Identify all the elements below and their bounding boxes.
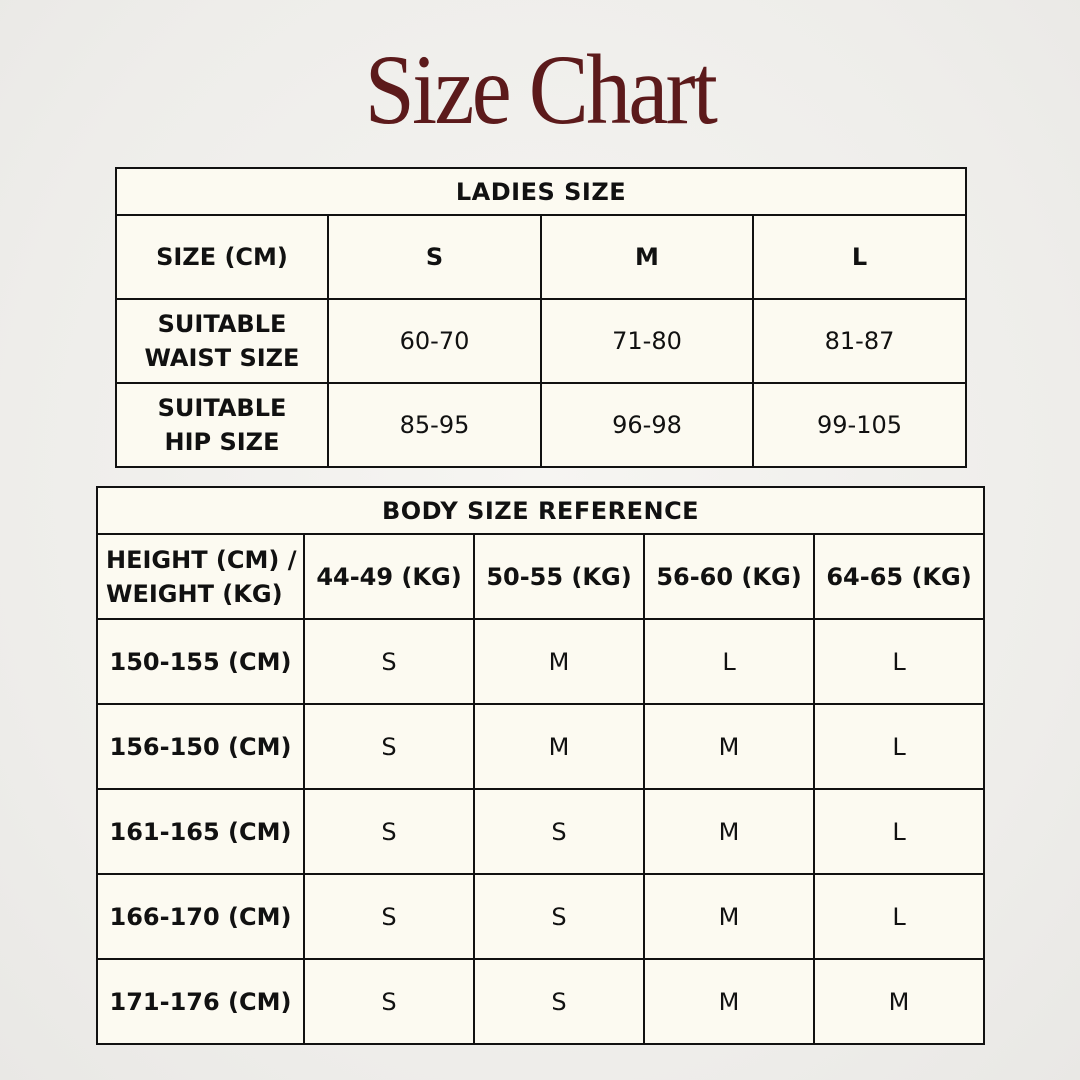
table-cell: M — [644, 874, 814, 959]
table-cell: L — [814, 789, 984, 874]
table-cell: M — [644, 959, 814, 1044]
weight-header: 64-65 (KG) — [814, 534, 984, 619]
body-size-reference-caption: BODY SIZE REFERENCE — [97, 487, 984, 534]
table-cell: M — [474, 619, 644, 704]
size-cm-header: SIZE (CM) — [116, 215, 328, 299]
table-row — [97, 874, 984, 959]
table-row — [116, 383, 966, 467]
table-cell: L — [814, 704, 984, 789]
table-cell: 60-70 — [328, 299, 541, 383]
size-s-header: S — [328, 215, 541, 299]
table-cell: S — [474, 789, 644, 874]
table-row — [97, 704, 984, 789]
table-cell: M — [474, 704, 644, 789]
table-row — [97, 619, 984, 704]
weight-header: 50-55 (KG) — [474, 534, 644, 619]
table-cell: 99-105 — [753, 383, 966, 467]
table-cell: S — [304, 704, 474, 789]
table-cell: 96-98 — [541, 383, 753, 467]
label-line: HIP SIZE — [164, 428, 280, 456]
body-size-reference-table — [96, 486, 985, 1045]
table-cell: L — [644, 619, 814, 704]
table-cell: L — [814, 619, 984, 704]
table-cell: M — [644, 789, 814, 874]
table-cell: S — [474, 874, 644, 959]
table-cell: S — [304, 874, 474, 959]
page-title: Size Chart — [364, 34, 716, 145]
table-cell: 81-87 — [753, 299, 966, 383]
label-line: HEIGHT (CM) / — [106, 545, 297, 574]
table-caption-row — [97, 487, 984, 534]
weight-header: 44-49 (KG) — [304, 534, 474, 619]
table-row — [97, 959, 984, 1044]
table-cell: M — [644, 704, 814, 789]
label-line: WAIST SIZE — [144, 344, 300, 372]
weight-header: 56-60 (KG) — [644, 534, 814, 619]
table-cell: 71-80 — [541, 299, 753, 383]
hip-size-label — [116, 383, 328, 467]
height-label: 161-165 (CM) — [97, 789, 304, 874]
table-cell: 85-95 — [328, 383, 541, 467]
waist-size-label — [116, 299, 328, 383]
table-header-row — [116, 215, 966, 299]
table-caption-row — [116, 168, 966, 215]
size-l-header: L — [753, 215, 966, 299]
height-label: 171-176 (CM) — [97, 959, 304, 1044]
height-label: 150-155 (CM) — [97, 619, 304, 704]
table-cell: S — [474, 959, 644, 1044]
label-line: WEIGHT (KG) — [106, 579, 283, 608]
size-m-header: M — [541, 215, 753, 299]
table-row — [97, 789, 984, 874]
table-row — [116, 299, 966, 383]
ladies-size-caption: LADIES SIZE — [116, 168, 966, 215]
table-cell: L — [814, 874, 984, 959]
table-cell: M — [814, 959, 984, 1044]
height-label: 166-170 (CM) — [97, 874, 304, 959]
height-weight-header — [97, 534, 304, 619]
label-line: SUITABLE — [157, 394, 287, 422]
height-label: 156-150 (CM) — [97, 704, 304, 789]
ladies-size-table — [115, 167, 967, 468]
table-cell: S — [304, 789, 474, 874]
label-line: SUITABLE — [157, 310, 287, 338]
table-header-row — [97, 534, 984, 619]
table-cell: S — [304, 619, 474, 704]
table-cell: S — [304, 959, 474, 1044]
